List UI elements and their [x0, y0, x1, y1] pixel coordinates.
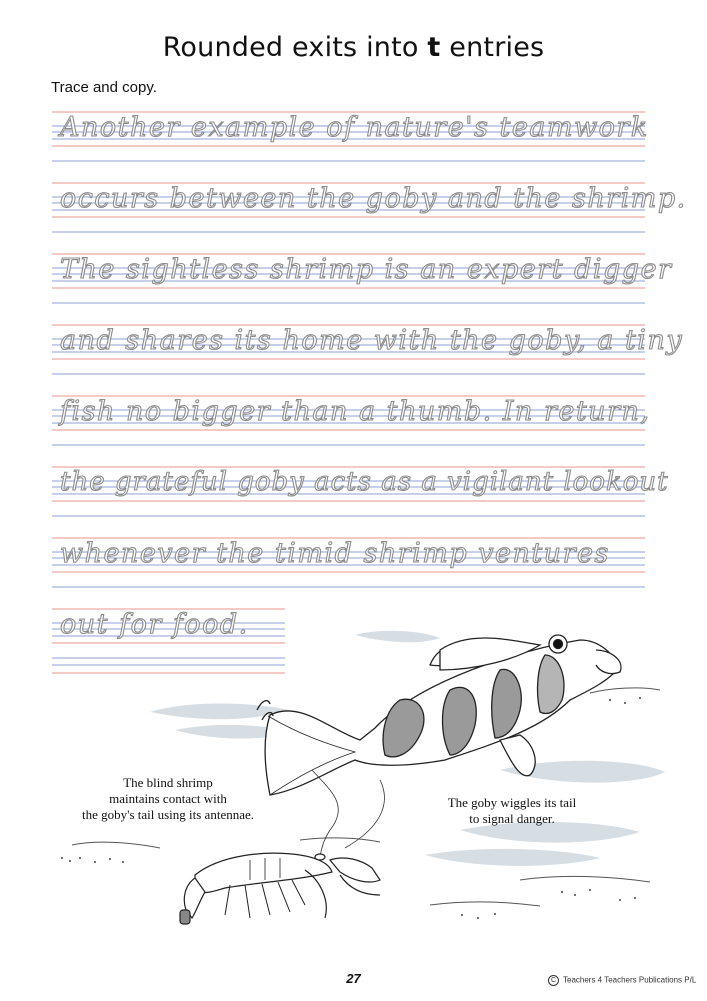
instruction-text: Trace and copy.	[51, 79, 157, 96]
goby-caption-line-2: to signal danger.	[469, 811, 555, 826]
shrimp-caption-line-3: the goby's tail using its antennae.	[81, 807, 255, 822]
title-letter: t	[427, 32, 441, 63]
title-prefix: Rounded exits into	[162, 32, 428, 63]
trace-line-3: The sightless shrimp is an expert digger	[60, 254, 673, 285]
goby-caption	[432, 795, 592, 827]
trace-line-2: occurs between the goby and the shrimp.	[60, 183, 687, 214]
publisher-name: Teachers 4 Teachers Publications P/L	[563, 975, 697, 985]
trace-line-5: fish no bigger than a thumb. In return,	[60, 396, 651, 427]
goby-caption-line-1: The goby wiggles its tail	[447, 795, 577, 810]
trace-line-7: whenever the timid shrimp ventures	[60, 538, 610, 569]
trace-line-6: the grateful goby acts as a vigilant lookout	[60, 467, 669, 497]
page-number: 27	[346, 971, 361, 986]
trace-line-8: out for food.	[60, 609, 249, 640]
shrimp-illustration	[180, 853, 380, 924]
title-suffix: entries	[440, 32, 545, 63]
publisher-credit	[548, 975, 696, 986]
shrimp-antenna-a	[312, 770, 338, 860]
shrimp-caption-line-1: The blind shrimp	[123, 775, 213, 790]
copyright-icon: C	[548, 975, 559, 986]
shrimp-caption-line-2: maintains contact with	[109, 791, 227, 806]
trace-line-4: and shares its home with the goby, a tiny	[60, 325, 684, 356]
shrimp-caption	[58, 775, 278, 823]
trace-line-1: Another example of nature's teamwork	[60, 112, 649, 143]
